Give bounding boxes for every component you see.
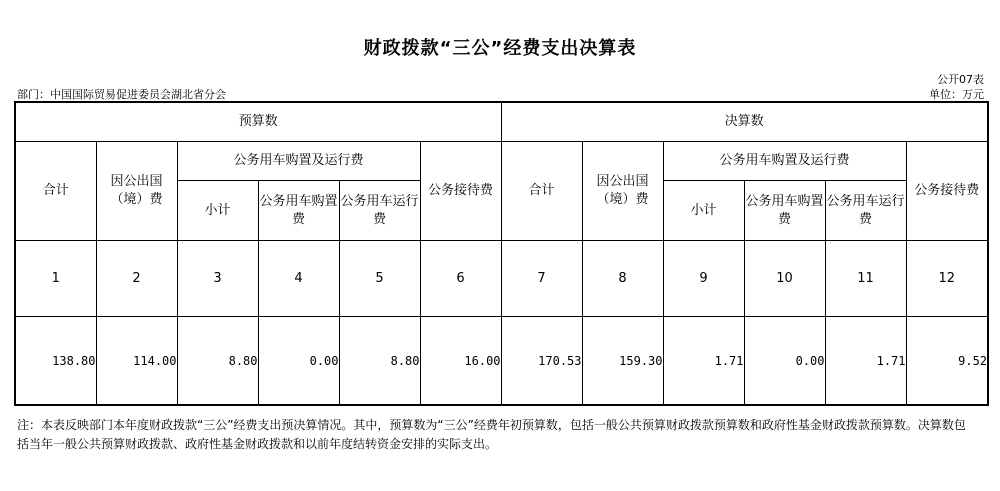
budget-reception-value: 16.00 (420, 317, 501, 406)
budget-reception-header: 公务接待费 (420, 142, 501, 241)
final-abroad-value: 159.30 (582, 317, 663, 406)
index-cell: 2 (96, 241, 177, 317)
final-reception-header: 公务接待费 (906, 142, 988, 241)
final-subtotal-value: 1.71 (663, 317, 744, 406)
index-cell: 1 (15, 241, 96, 317)
department-label: 部门：中国国际贸易促进委员会湖北省分会 (17, 88, 226, 101)
final-total-value: 170.53 (501, 317, 582, 406)
table-number: 公开07表 (937, 73, 984, 86)
budget-total-value: 138.80 (15, 317, 96, 406)
index-cell: 9 (663, 241, 744, 317)
budget-abroad-value: 114.00 (96, 317, 177, 406)
index-row (15, 241, 988, 317)
budget-vehicle-operation-header: 公务用车运行费 (339, 181, 420, 241)
budget-header: 预算数 (15, 102, 501, 142)
budget-subtotal-value: 8.80 (177, 317, 258, 406)
final-reception-value: 9.52 (906, 317, 988, 406)
expenditure-table (14, 101, 989, 406)
budget-vehicle-group-header: 公务用车购置及运行费 (177, 142, 420, 181)
index-cell: 5 (339, 241, 420, 317)
index-cell: 8 (582, 241, 663, 317)
page-title: 财政拨款“三公”经费支出决算表 (363, 38, 637, 59)
final-total-header: 合计 (501, 142, 582, 241)
final-vehicle-operation-header: 公务用车运行费 (825, 181, 906, 241)
budget-total-header: 合计 (15, 142, 96, 241)
index-cell: 4 (258, 241, 339, 317)
final-vehicle-group-header: 公务用车购置及运行费 (663, 142, 906, 181)
index-cell: 11 (825, 241, 906, 317)
index-cell: 3 (177, 241, 258, 317)
value-row (15, 317, 988, 406)
footnote: 注：本表反映部门本年度财政拨款“三公”经费支出预决算情况。其中，预算数为“三公”经费年初预算数，包括一般公共预算财政拨款预算数和政府性基金财政拨款预算数。决算数包括当年一般公共预算财政拨款、政府性基金财政拨款和以前年度结转资金安排的实际支出。 (17, 418, 966, 451)
index-cell: 6 (420, 241, 501, 317)
budget-abroad-header: 因公出国（境）费 (96, 142, 177, 241)
budget-subtotal-header: 小计 (177, 181, 258, 241)
budget-vehicle-operation-value: 8.80 (339, 317, 420, 406)
final-subtotal-header: 小计 (663, 181, 744, 241)
index-cell: 12 (906, 241, 988, 317)
unit-label: 单位：万元 (929, 88, 984, 101)
final-abroad-header: 因公出国（境）费 (582, 142, 663, 241)
final-vehicle-purchase-value: 0.00 (744, 317, 825, 406)
final-header: 决算数 (501, 102, 988, 142)
index-cell: 7 (501, 241, 582, 317)
final-vehicle-operation-value: 1.71 (825, 317, 906, 406)
final-vehicle-purchase-header: 公务用车购置费 (744, 181, 825, 241)
budget-vehicle-purchase-value: 0.00 (258, 317, 339, 406)
index-cell: 10 (744, 241, 825, 317)
budget-vehicle-purchase-header: 公务用车购置费 (258, 181, 339, 241)
